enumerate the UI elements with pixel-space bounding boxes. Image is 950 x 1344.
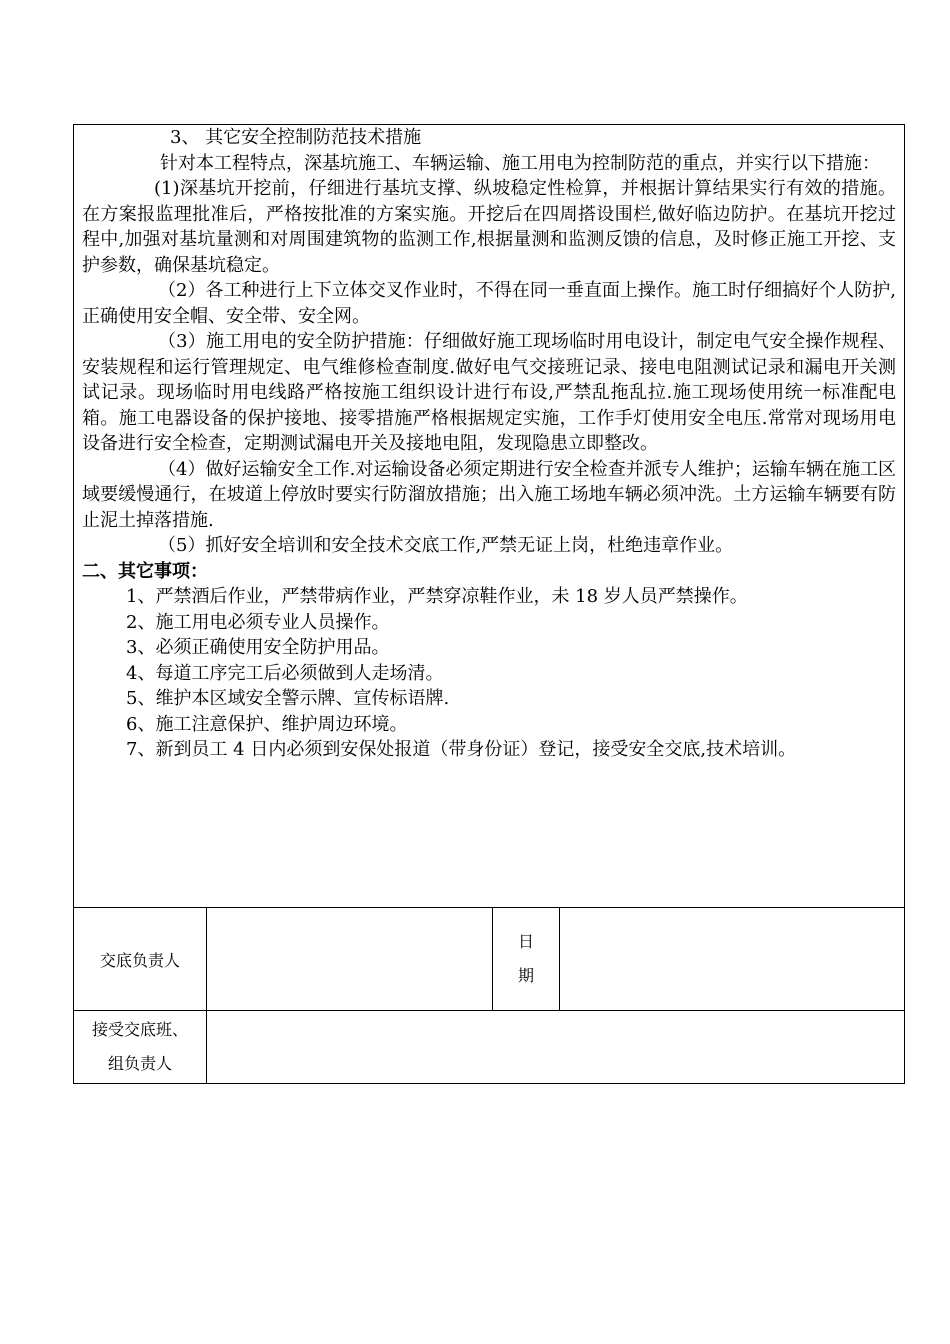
date-label bbox=[493, 908, 560, 1011]
receiver-row bbox=[74, 1011, 905, 1084]
date-label-line-1: 日 bbox=[517, 932, 534, 951]
other-item-2: 2、施工用电必须专业人员操作。 bbox=[126, 611, 390, 633]
other-item-6: 6、施工注意保护、维护周边环境。 bbox=[126, 713, 408, 735]
receiver-label-line-2: 组负责人 bbox=[107, 1054, 172, 1073]
measure-2: （2）各工种进行上下立体交叉作业时，不得在同一垂直面上操作。施工时仔细搞好个人防护,正确使用安全帽、安全带、安全网。 bbox=[82, 280, 897, 327]
content-row bbox=[74, 125, 905, 908]
safety-briefing-table bbox=[73, 124, 905, 1084]
responsible-label: 交底负责人 bbox=[74, 908, 207, 1011]
content-cell bbox=[74, 125, 905, 908]
date-label-line-2: 期 bbox=[517, 966, 534, 985]
receiver-label bbox=[74, 1011, 207, 1084]
measure-3: （3）施工用电的安全防护措施：仔细做好施工现场临时用电设计，制定电气安全操作规程、安装规程和运行管理规定、电气维修检查制度.做好电气交接班记录、接电电阻测试记录和漏电开关测试记录。现场临时用电线路严格按施工组织设计进行布设,严禁乱拖乱拉.施工现场使用统一标准配电箱。施工电器设备的保护接地、接零措施严格根据规定实施，工作手灯使用安全电压.常常对现场用电设备进行安全检查，定期测试漏电开关及接地电阻，发现隐患立即整改。 bbox=[82, 331, 897, 454]
other-items-title: 二、其它事项： bbox=[82, 560, 208, 582]
measure-4: （4）做好运输安全工作.对运输设备必须定期进行安全检查并派专人维护；运输车辆在施工区域要缓慢通行，在坡道上停放时要实行防溜放措施；出入施工场地车辆必须冲洗。土方运输车辆要有防止泥土掉落措施. bbox=[82, 458, 897, 531]
measure-5: （5）抓好安全培训和安全技术交底工作,严禁无证上岗，杜绝违章作业。 bbox=[158, 535, 734, 556]
other-item-7: 7、新到员工 4 日内必须到安保处报道（带身份证）登记，接受安全交底,技术培训。 bbox=[126, 739, 797, 760]
responsible-row bbox=[74, 908, 905, 1011]
other-item-5: 5、维护本区域安全警示牌、宣传标语牌. bbox=[126, 688, 450, 709]
receiver-label-line-1: 接受交底班、 bbox=[91, 1020, 188, 1039]
other-item-3: 3、必须正确使用安全防护用品。 bbox=[126, 637, 390, 658]
responsible-signature-field[interactable] bbox=[207, 908, 493, 1011]
other-item-4: 4、每道工序完工后必须做到人走场清。 bbox=[126, 662, 444, 684]
section3-intro: 针对本工程特点，深基坑施工、车辆运输、施工用电为控制防范的重点，并实行以下措施： bbox=[160, 152, 880, 174]
receiver-signature-field[interactable] bbox=[207, 1011, 905, 1084]
measure-1: (1)深基坑开挖前，仔细进行基坑支撑、纵坡稳定性检算，并根据计算结果实行有效的措施。在方案报监理批准后，严格按批准的方案实施。开挖后在四周搭设围栏,做好临边防护。在基坑开挖过程中,加强对基坑量测和对周围建筑物的监测工作,根据量测和监测反馈的信息，及时修正施工开挖、支护参数，确保基坑稳定。 bbox=[82, 178, 897, 276]
section3-heading: 3、 其它安全控制防范技术措施 bbox=[170, 127, 422, 148]
date-field[interactable] bbox=[560, 908, 905, 1011]
other-item-1: 1、严禁酒后作业，严禁带病作业，严禁穿凉鞋作业，未 18 岁人员严禁操作。 bbox=[126, 586, 748, 607]
